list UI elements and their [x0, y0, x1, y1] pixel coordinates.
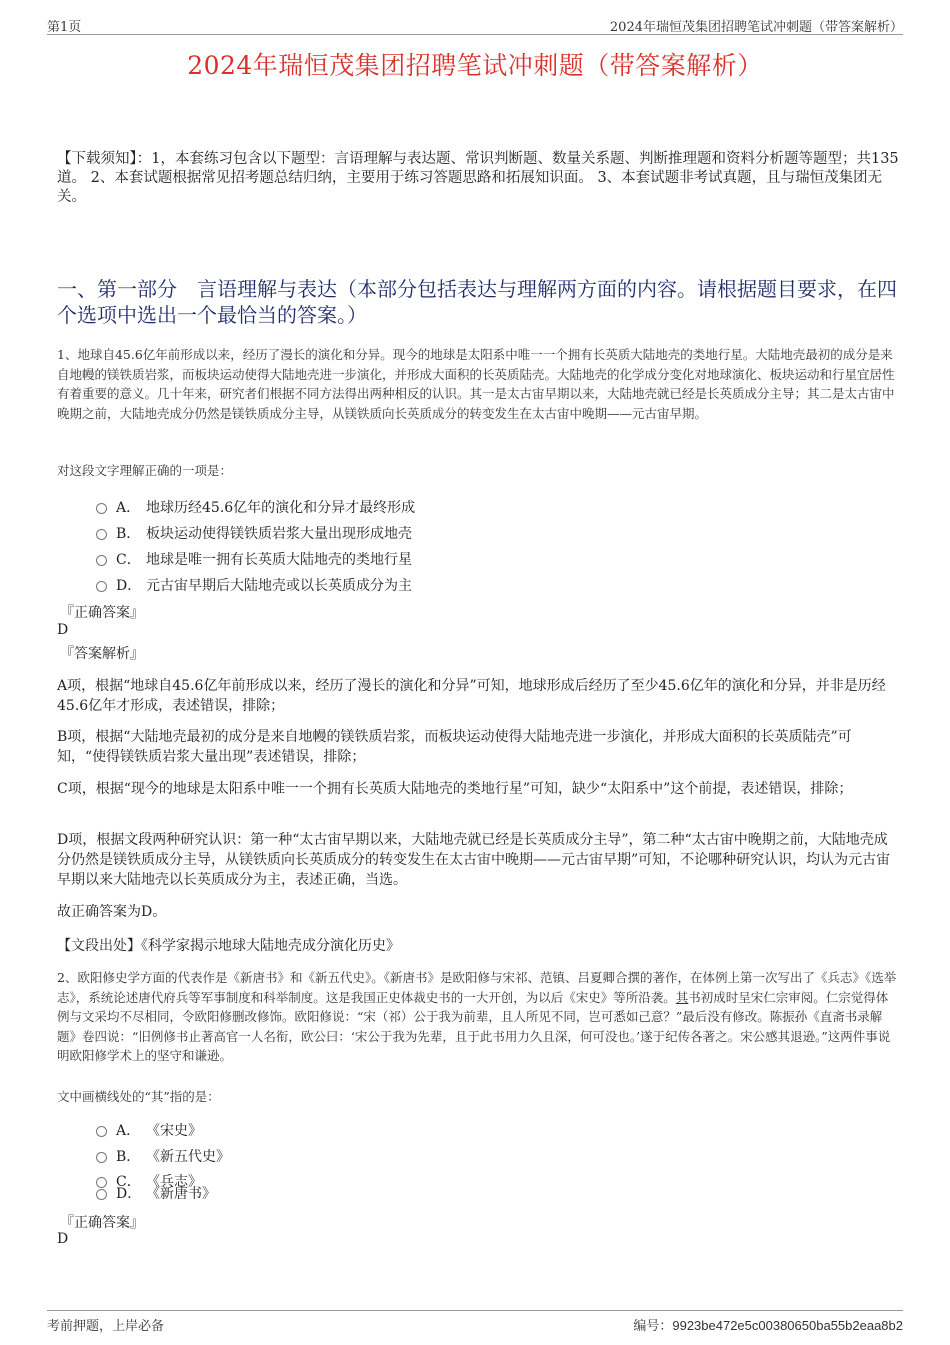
q2-option-d[interactable]: D． 《新唐书》: [96, 1183, 216, 1203]
question-2-prompt: 文中画横线处的“其”指的是：: [57, 1089, 220, 1104]
page-number: 第1页: [47, 20, 82, 35]
q1-option-d[interactable]: D． 元古宙早期后大陆地壳或以长英质成分为主: [96, 575, 412, 595]
q2-answer: D: [57, 1231, 69, 1247]
question-1-prompt: 对这段文字理解正确的一项是：: [57, 463, 233, 478]
page-title: 2024年瑞恒茂集团招聘笔试冲刺题（带答案解析）: [187, 51, 763, 80]
q1-answer: D: [57, 622, 69, 638]
radio-icon[interactable]: [96, 1126, 107, 1137]
footer-code: 编号：9923be472e5c00380650ba55b2eaa8b2: [633, 1318, 903, 1334]
q1-option-c[interactable]: C． 地球是唯一拥有长英质大陆地壳的类地行星: [96, 549, 412, 569]
underlined-word: 其: [675, 989, 689, 1005]
radio-icon[interactable]: [96, 1152, 107, 1163]
radio-icon[interactable]: [96, 529, 107, 540]
q2-answer-label: 『正确答案』: [60, 1215, 144, 1231]
q1-analysis-a: A项，根据“地球自45.6亿年前形成以来，经历了漫长的演化和分异”可知，地球形成后经历了至少45.6亿年的演化和分异，并非是历经45.6亿年才形成，表述错误，排除；: [57, 678, 886, 714]
q1-source: 【文段出处】《科学家揭示地球大陆地壳成分演化历史》: [57, 938, 400, 954]
q2-option-c[interactable]: C． 《兵志》: [96, 1171, 202, 1191]
q1-analysis-d: D项，根据文段两种研究认识：第一种“太古宙早期以来，大陆地壳就已经是长英质成分主导”，第二种“太古宙中晚期之前，大陆地壳成分仍然是镁铁质成分主导，从镁铁质向长英质成分的转变发生在太古宙中晚期——元古宙早期”可知，不论哪种研究认识，均认为元古宙早期以来大陆地壳以长英质成分为主，表述正确，当选。: [57, 832, 891, 888]
q1-conclusion: 故正确答案为D。: [57, 904, 167, 920]
q1-analysis-c: C项，根据“现今的地球是太阳系中唯一一个拥有长英质大陆地壳的类地行星”可知，缺少“太阳系中”这个前提，表述错误，排除；: [57, 781, 853, 797]
q1-option-a[interactable]: A． 地球历经45.6亿年的演化和分异才最终形成: [96, 497, 415, 517]
q2-option-b[interactable]: B． 《新五代史》: [96, 1146, 230, 1166]
question-1-stem: 1、地球自45.6亿年前形成以来，经历了漫长的演化和分异。现今的地球是太阳系中唯一一个拥有长英质大陆地壳的类地行星。大陆地壳最初的成分是来自地幔的镁铁质岩浆，而板块运动使得大陆地壳进一步演化，并形成大面积的长英质陆壳。大陆地壳的化学成分变化对地球演化、板块运动和行星宜居性有着重要的意义。几十年来，研究者们根据不同方法得出两种相反的认识。其一是太古宙早期以来，大陆地壳就已经是长英质成分主导；其二是太古宙中晚期之前，大陆地壳成分仍然是镁铁质成分主导，从镁铁质向长英质成分的转变发生在太古宙中晚期——元古宙早期。: [57, 347, 895, 421]
page-footer: [47, 1310, 903, 1335]
page-header: [47, 14, 903, 35]
question-2-stem: 2、欧阳修史学方面的代表作是《新唐书》和《新五代史》。《新唐书》是欧阳修与宋祁、范镇、吕夏卿合撰的著作，在体例上第一次写出了《兵志》《选举志》，系统论述唐代府兵等军事制度和科举制度。这是我国正史体裁史书的一大开创，为以后《宋史》等所沿袭。其书初成时呈宋仁宗审阅。仁宗觉得体例与文采均不尽相同，令欧阳修删改修饰。欧阳修说：“宋（祁）公于我为前辈，且人所见不同，岂可悉如己意？”最后没有修改。陈振孙《直斋书录解题》卷四说：“旧例修书止著高官一人名衔，欧公曰：‘宋公于我为先辈，且于此书用力久且深，何可没也。’遂于纪传各著之。宋公感其退逊。”这两件事说明欧阳修学术上的坚守和谦逊。: [57, 970, 897, 1063]
q2-option-a[interactable]: A． 《宋史》: [96, 1120, 202, 1140]
q1-analysis-label: 『答案解析』: [60, 646, 144, 662]
section-title: 一、第一部分 言语理解与表达（本部分包括表达与理解两方面的内容。请根据题目要求，在四个选项中选出一个最恰当的答案。）: [57, 277, 897, 327]
radio-icon[interactable]: [96, 1189, 107, 1200]
q1-analysis-b: B项，根据“大陆地壳最初的成分是来自地幔的镁铁质岩浆，而板块运动使得大陆地壳进一步演化，并形成大面积的长英质陆壳”可知，“使得镁铁质岩浆大量出现”表述错误，排除；: [57, 729, 852, 765]
header-doc-title: 2024年瑞恒茂集团招聘笔试冲刺题（带答案解析）: [609, 20, 903, 35]
download-notice: 【下载须知】：1，本套练习包含以下题型：言语理解与表达题、常识判断题、数量关系题、判断推理题和资料分析题等题型；共135道。 2、本套试题根据常见招考题总结归纳，主要用于练习答题思路和拓展知识面。 3、本套试题非考试真题，且与瑞恒茂集团无关。: [57, 151, 899, 205]
radio-icon[interactable]: [96, 581, 107, 592]
radio-icon[interactable]: [96, 503, 107, 514]
q1-option-b[interactable]: B． 板块运动使得镁铁质岩浆大量出现形成地壳: [96, 523, 412, 543]
q1-answer-label: 『正确答案』: [60, 605, 144, 621]
footer-slogan: 考前押题，上岸必备: [47, 1319, 165, 1334]
radio-icon[interactable]: [96, 555, 107, 566]
